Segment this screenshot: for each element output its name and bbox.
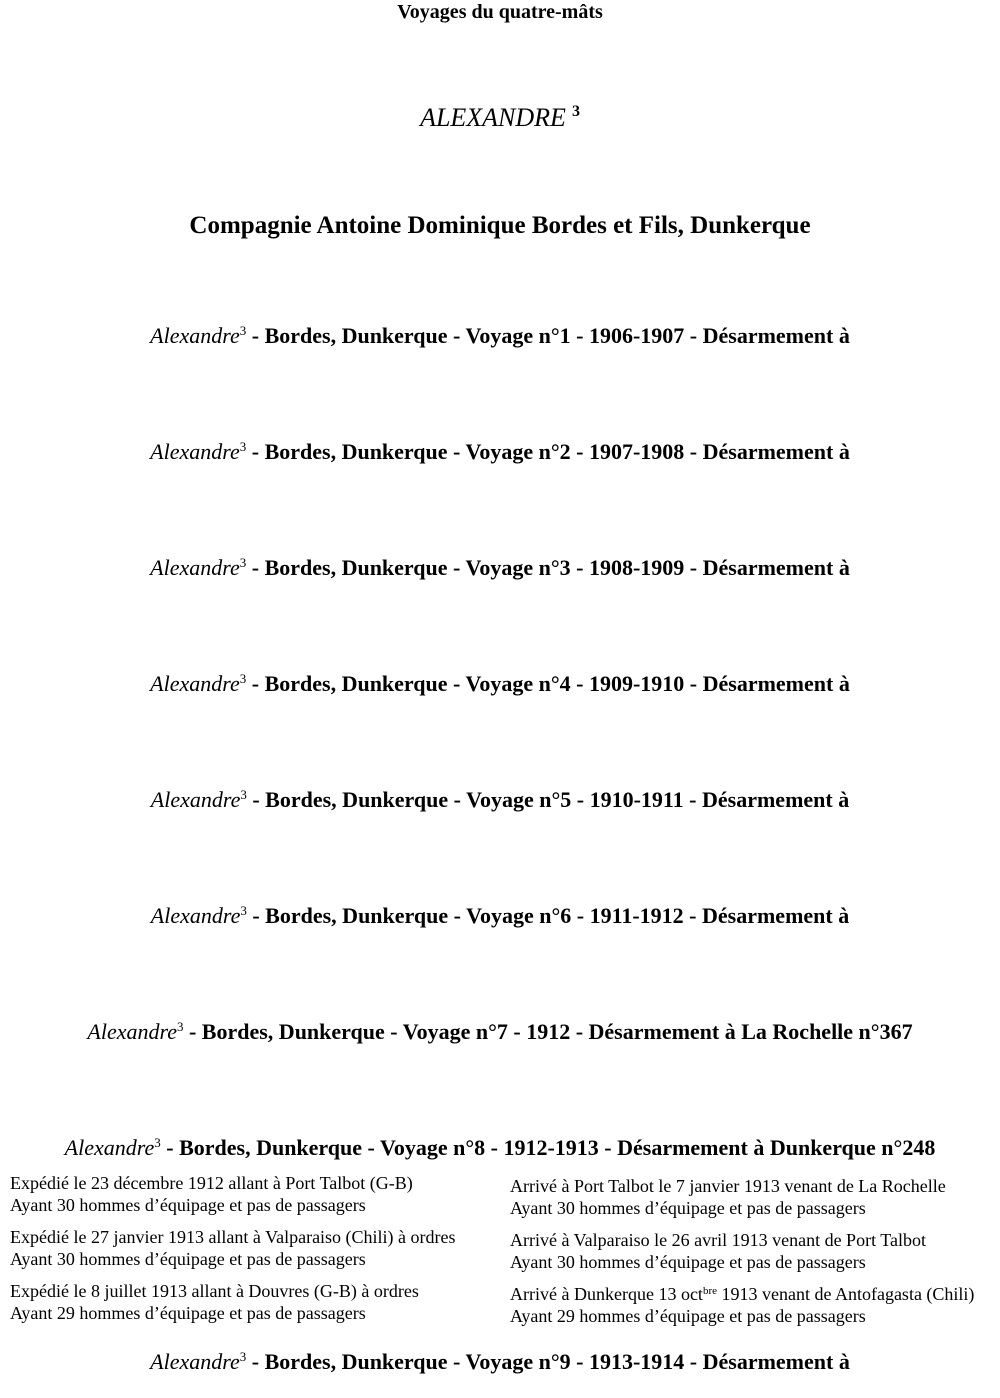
voyage-heading-text: - Bordes, Dunkerque - Voyage n°7 - 1912 - Désarmement à La Rochelle n°367 xyxy=(183,1019,913,1044)
voyage-heading-1 xyxy=(0,323,1000,349)
voyage-ship-name: Alexandre xyxy=(87,1019,177,1044)
arrival-text: Arrivé à Port Talbot le 7 janvier 1913 venant de La Rochelle xyxy=(510,1176,946,1196)
voyage-heading-text: - Bordes, Dunkerque - Voyage n°5 - 1910-1911 - Désarmement à xyxy=(246,787,850,812)
voyage-ship-name: Alexandre xyxy=(150,323,240,348)
voyage-heading-7 xyxy=(0,1019,1000,1045)
crew-line: Ayant 29 hommes d’équipage et pas de passagers xyxy=(10,1303,366,1323)
voyage-ship-name: Alexandre xyxy=(150,671,240,696)
departure-line: Expédié le 23 décembre 1912 allant à Port Talbot (G-B) xyxy=(10,1173,413,1193)
departure-record xyxy=(10,1172,413,1216)
arrival-record xyxy=(510,1280,974,1327)
voyage-ship-name: Alexandre xyxy=(150,1349,240,1374)
voyage-heading-text: - Bordes, Dunkerque - Voyage n°8 - 1912-1913 - Désarmement à Dunkerque n°248 xyxy=(160,1135,936,1160)
voyage-heading-6 xyxy=(0,903,1000,929)
voyage-ship-number: 3 xyxy=(154,1135,161,1150)
company-title: Compagnie Antoine Dominique Bordes et Fils, Dunkerque xyxy=(189,212,811,239)
voyage-ship-number: 3 xyxy=(239,439,247,454)
voyage-ship-number: 3 xyxy=(240,903,247,918)
departure-record xyxy=(10,1280,419,1324)
crew-line: Ayant 30 hommes d’équipage et pas de passagers xyxy=(10,1249,366,1269)
ship-title xyxy=(0,103,1000,133)
arrival-line xyxy=(510,1280,974,1305)
voyage-ship-name: Alexandre xyxy=(150,439,240,464)
crew-line: Ayant 30 hommes d’équipage et pas de passagers xyxy=(510,1198,866,1218)
voyage-ship-number: 3 xyxy=(239,323,247,338)
voyage-heading-3 xyxy=(0,555,1000,581)
voyage-heading-text: - Bordes, Dunkerque - Voyage n°4 - 1909-1910 - Désarmement à xyxy=(246,671,850,696)
arrival-text: Arrivé à Dunkerque 13 oct xyxy=(510,1284,703,1304)
voyage-heading-9 xyxy=(0,1349,1000,1375)
voyage-ship-number: 3 xyxy=(239,671,247,686)
voyage-ship-name: Alexandre xyxy=(150,555,240,580)
arrival-text: Arrivé à Valparaiso le 26 avril 1913 venant de Port Talbot xyxy=(510,1230,926,1250)
voyage-heading-2 xyxy=(0,439,1000,465)
voyage-heading-8 xyxy=(0,1135,1000,1161)
voyage-ship-name: Alexandre xyxy=(64,1135,155,1160)
voyage-ship-number: 3 xyxy=(176,1019,184,1034)
voyage-heading-5 xyxy=(0,787,1000,813)
voyage-ship-number: 3 xyxy=(239,555,247,570)
voyage-heading-text: - Bordes, Dunkerque - Voyage n°2 - 1907-1908 - Désarmement à xyxy=(246,439,850,464)
arrival-record xyxy=(510,1226,926,1273)
voyage-heading-text: - Bordes, Dunkerque - Voyage n°3 - 1908-1909 - Désarmement à xyxy=(246,555,850,580)
crew-line: Ayant 30 hommes d’équipage et pas de passagers xyxy=(10,1195,366,1215)
crew-line: Ayant 30 hommes d’équipage et pas de passagers xyxy=(510,1252,866,1272)
voyage-ship-name: Alexandre xyxy=(150,787,241,812)
arrival-text-end: 1913 venant de Antofagasta (Chili) xyxy=(716,1284,975,1304)
voyage-heading-text: - Bordes, Dunkerque - Voyage n°6 - 1911-1912 - Désarmement à xyxy=(246,903,850,928)
page-header: Voyages du quatre-mâts xyxy=(397,1,603,23)
crew-line: Ayant 29 hommes d’équipage et pas de passagers xyxy=(510,1306,866,1326)
voyage-heading-text: - Bordes, Dunkerque - Voyage n°1 - 1906-1907 - Désarmement à xyxy=(246,323,850,348)
voyage-ship-number: 3 xyxy=(239,1349,247,1364)
ship-name: ALEXANDRE xyxy=(420,103,566,132)
voyage-ship-number: 3 xyxy=(240,787,247,802)
voyage-heading-text: - Bordes, Dunkerque - Voyage n°9 - 1913-1914 - Désarmement à xyxy=(246,1349,850,1374)
departure-record xyxy=(10,1226,456,1270)
arrival-sup: bre xyxy=(702,1285,717,1297)
voyage-heading-4 xyxy=(0,671,1000,697)
arrival-line xyxy=(510,1226,926,1251)
arrival-line xyxy=(510,1172,946,1197)
ship-number: 3 xyxy=(571,103,580,120)
voyage-ship-name: Alexandre xyxy=(150,903,241,928)
departure-line: Expédié le 8 juillet 1913 allant à Douvres (G-B) à ordres xyxy=(10,1281,419,1301)
arrival-record xyxy=(510,1172,946,1219)
departure-line: Expédié le 27 janvier 1913 allant à Valparaiso (Chili) à ordres xyxy=(10,1227,456,1247)
